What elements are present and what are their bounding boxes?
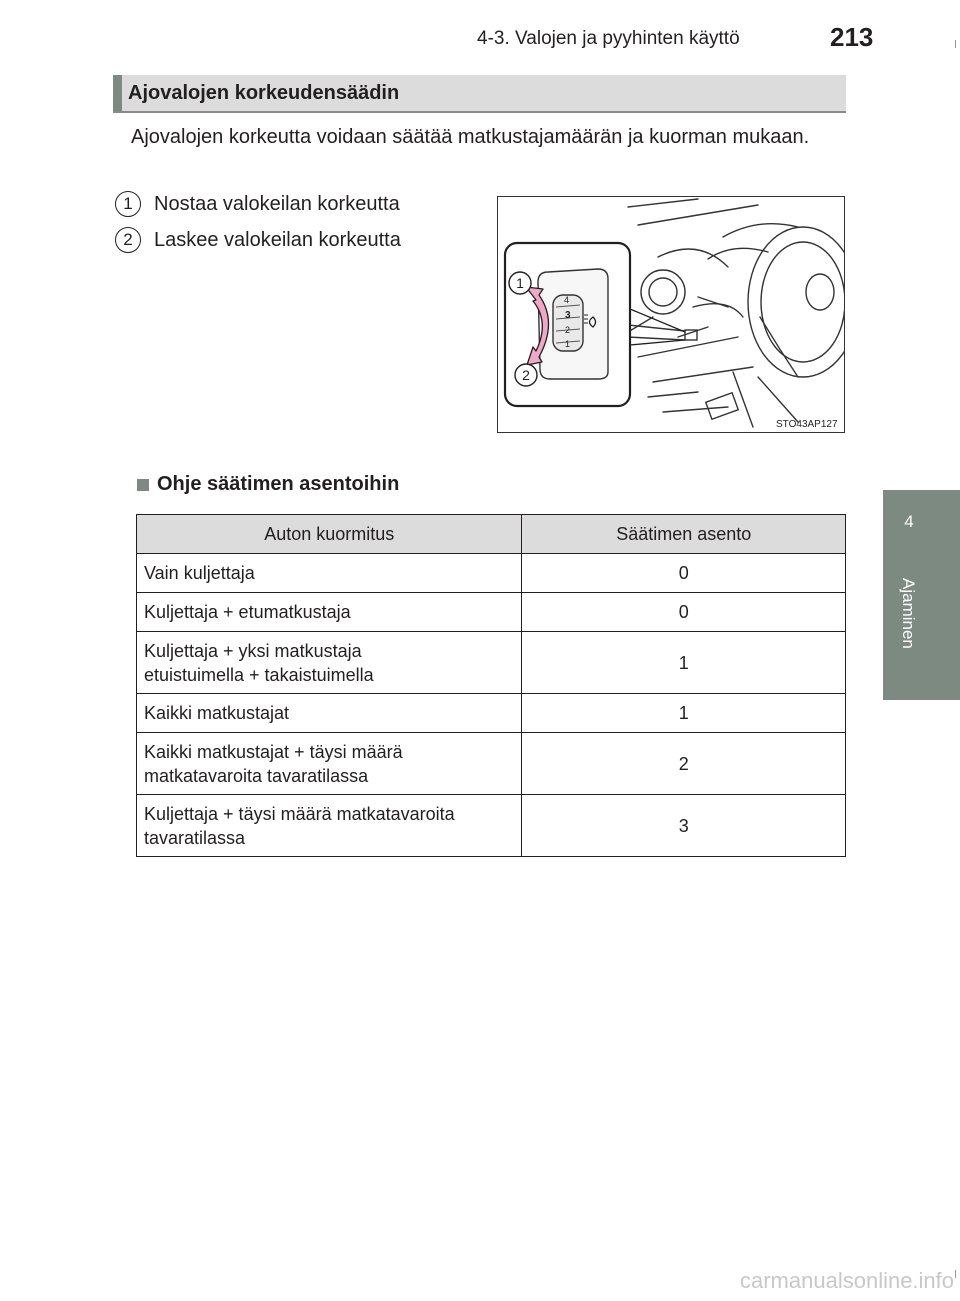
load-cell: Kuljettaja + etumatkustaja bbox=[137, 593, 522, 632]
load-cell: Kaikki matkustajat + täysi määrä matkatavaroita tavaratilassa bbox=[137, 733, 522, 795]
table-row bbox=[137, 795, 846, 857]
table-row bbox=[137, 632, 846, 694]
load-cell: Kuljettaja + täysi määrä matkatavaroita tavaratilassa bbox=[137, 795, 522, 857]
position-cell: 3 bbox=[522, 795, 846, 857]
position-cell: 2 bbox=[522, 733, 846, 795]
square-bullet-icon bbox=[137, 479, 149, 491]
subsection-heading bbox=[137, 473, 399, 496]
running-header: 4-3. Valojen ja pyyhinten käyttö bbox=[477, 28, 740, 49]
margin-tick bbox=[955, 1270, 956, 1278]
legend-item-1 bbox=[115, 191, 400, 217]
table-row bbox=[137, 733, 846, 795]
dial-mark-4: 4 bbox=[564, 295, 570, 305]
position-cell: 0 bbox=[522, 554, 846, 593]
chapter-tab[interactable] bbox=[883, 490, 960, 700]
load-position-table bbox=[136, 514, 846, 857]
position-cell: 0 bbox=[522, 593, 846, 632]
subsection-heading-text: Ohje säätimen asentoihin bbox=[157, 473, 400, 495]
figure-code: STO43AP127 bbox=[776, 419, 838, 430]
column-header-position: Säätimen asento bbox=[522, 515, 846, 554]
section-heading-text: Ajovalojen korkeudensäädin bbox=[128, 82, 400, 104]
dashboard-drawing bbox=[498, 197, 845, 433]
table-row bbox=[137, 554, 846, 593]
legend-item-2 bbox=[115, 227, 401, 253]
page-number: 213 bbox=[830, 22, 874, 52]
chapter-number: 4 bbox=[904, 512, 914, 531]
dial-mark-1: 1 bbox=[565, 339, 571, 349]
legend-number: 2 bbox=[115, 227, 141, 253]
legend-text: Laskee valokeilan korkeutta bbox=[154, 228, 401, 251]
legend-text: Nostaa valokeilan korkeutta bbox=[154, 192, 400, 215]
section-heading bbox=[113, 75, 846, 113]
table-row bbox=[137, 694, 846, 733]
legend-number: 1 bbox=[115, 191, 141, 217]
position-cell: 1 bbox=[522, 632, 846, 694]
intro-paragraph: Ajovalojen korkeutta voidaan säätää matkustajamäärän ja kuorman mukaan. bbox=[131, 126, 810, 148]
margin-tick bbox=[955, 40, 956, 48]
heading-accent-bar bbox=[113, 75, 122, 111]
position-cell: 1 bbox=[522, 694, 846, 733]
callout-1: 1 bbox=[516, 275, 524, 291]
load-cell: Kaikki matkustajat bbox=[137, 694, 522, 733]
table-row bbox=[137, 593, 846, 632]
dial-mark-3: 3 bbox=[565, 310, 571, 321]
chapter-label: Ajaminen bbox=[899, 578, 918, 649]
load-cell: Vain kuljettaja bbox=[137, 554, 522, 593]
dial-mark-2: 2 bbox=[565, 325, 571, 335]
headlight-leveling-illustration bbox=[497, 196, 845, 433]
load-cell: Kuljettaja + yksi matkustaja etuistuimella + takaistuimella bbox=[137, 632, 522, 694]
column-header-load: Auton kuormitus bbox=[137, 515, 522, 554]
table-header-row bbox=[137, 515, 846, 554]
watermark[interactable]: carmanualsonline.info bbox=[740, 1268, 955, 1293]
callout-2: 2 bbox=[522, 367, 530, 383]
